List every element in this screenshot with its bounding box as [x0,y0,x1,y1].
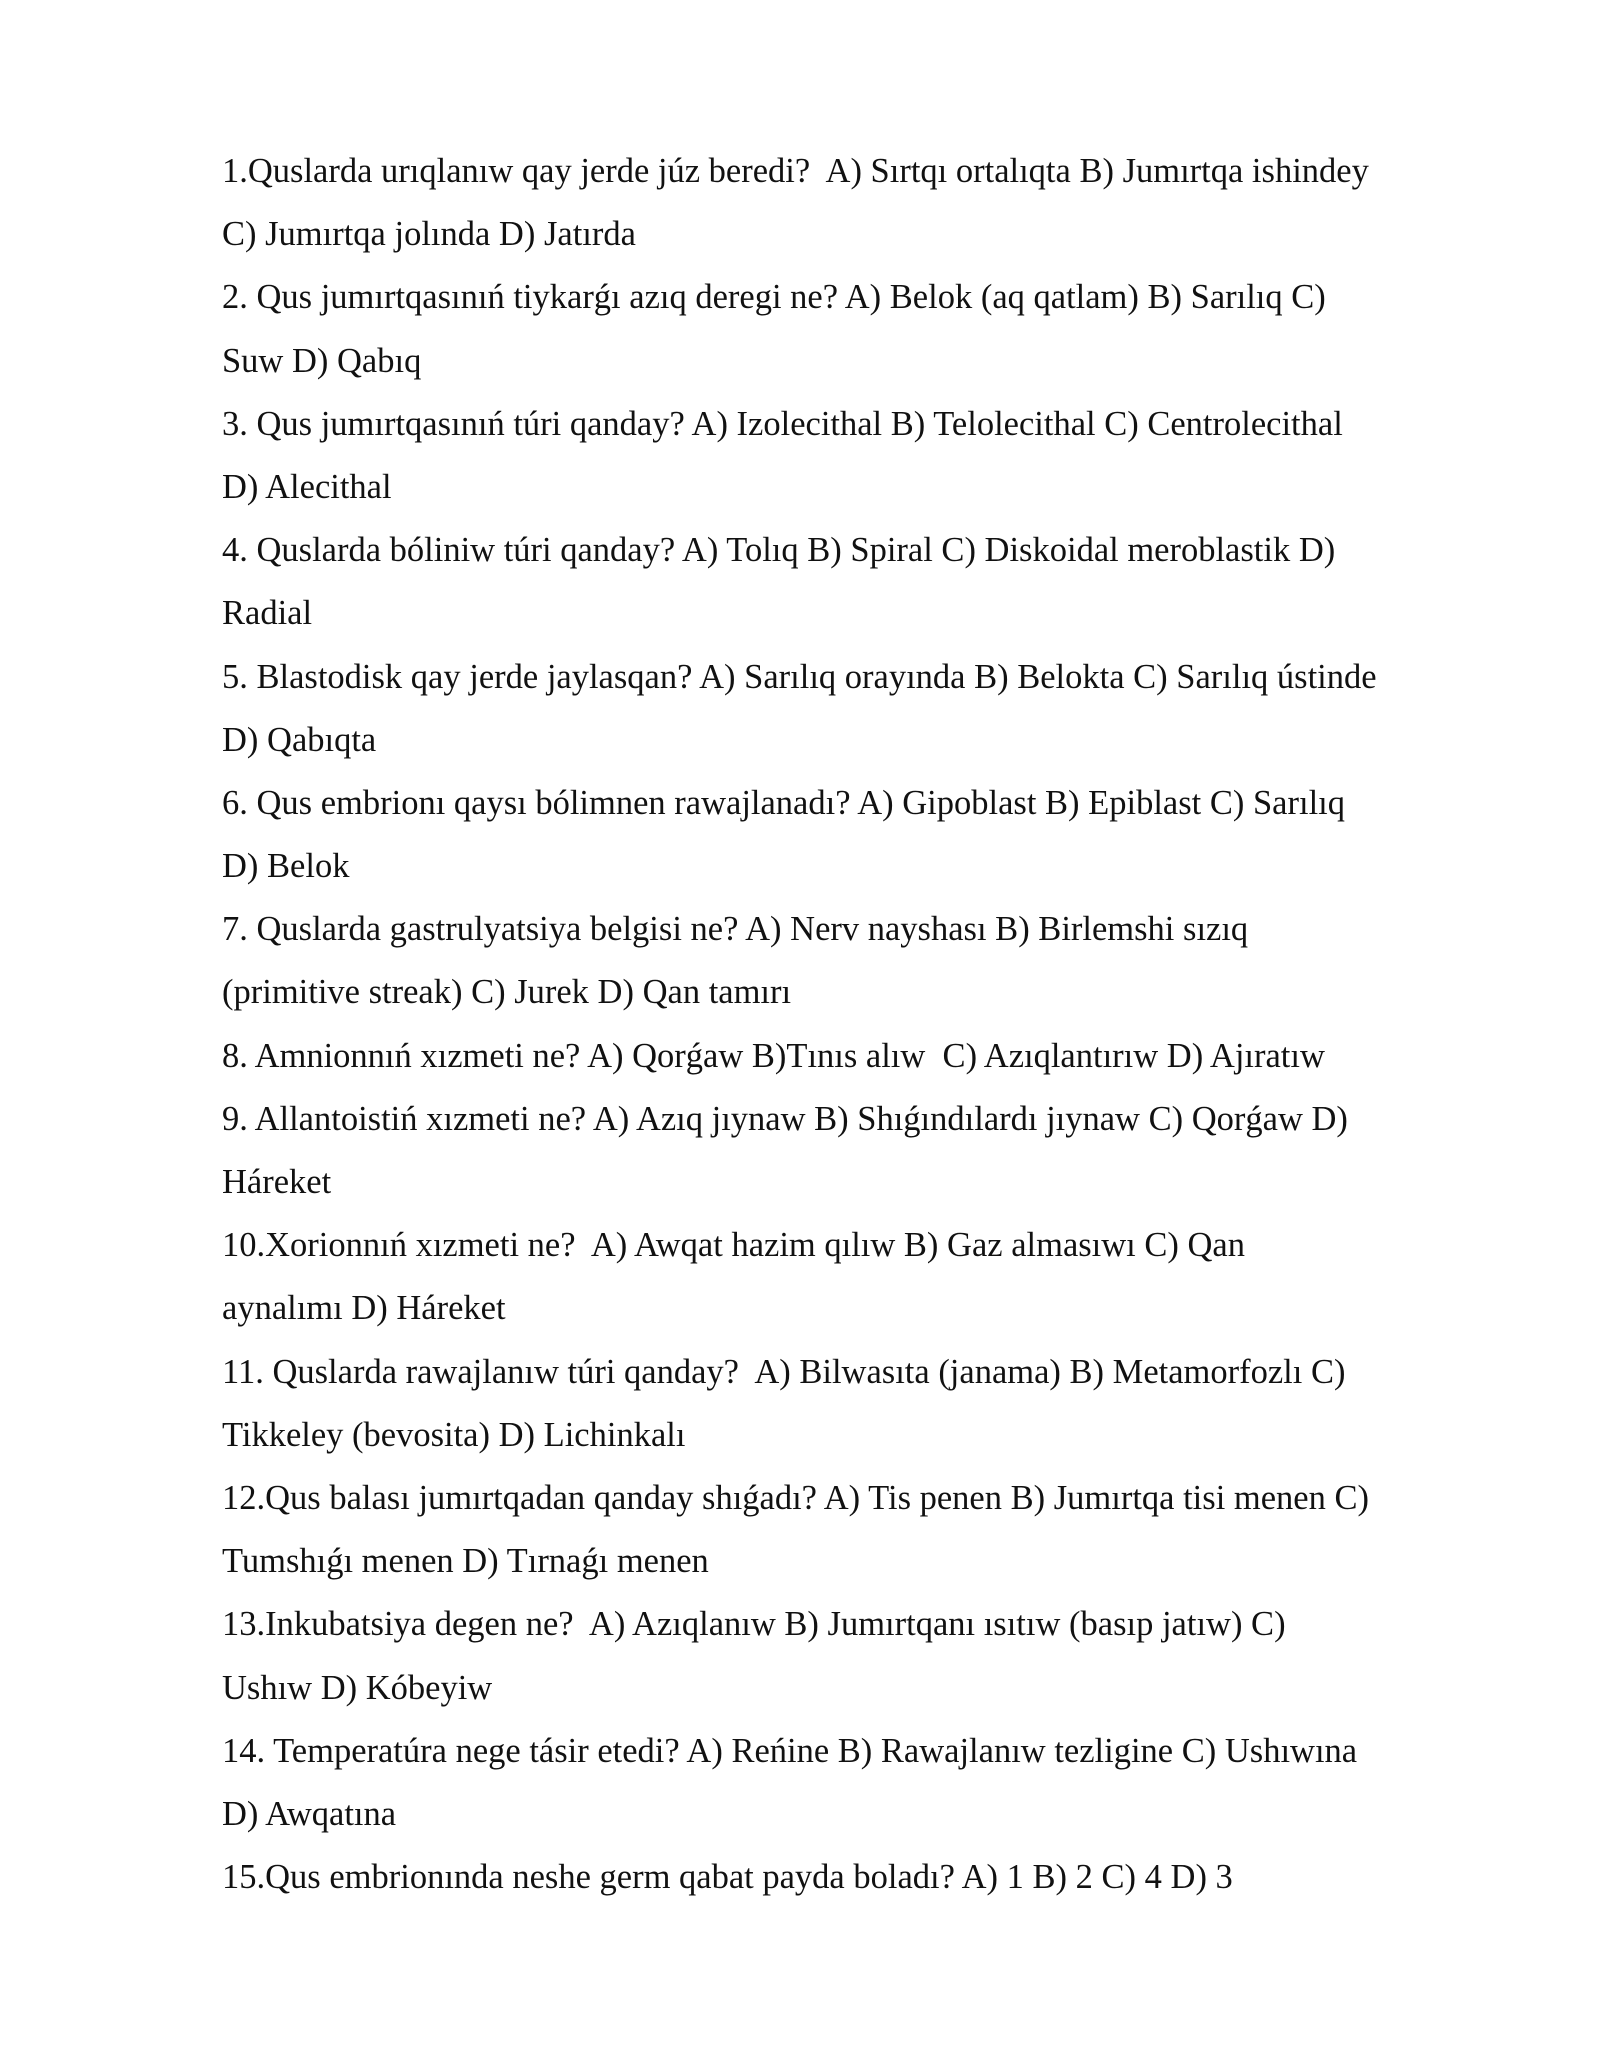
q11-line-2: Tikkeley (bevosita) D) Lichinkalı [222,1415,686,1454]
q2-line-1: 2. Qus jumırtqasınıń tiykarǵı azıq deregi ne? A) Belok (aq qatlam) B) Sarılıq C) [222,278,1326,317]
q14-line-1: 14. Temperatúra nege tásir etedi? A) Reńine B) Rawajlanıw tezligine C) Ushıwına [222,1731,1358,1770]
q7-line-2: (primitive streak) C) Jurek D) Qan tamırı [222,973,792,1012]
q6-line-1: 6. Qus embrionı qaysı bólimnen rawajlanadı? A) Gipoblast B) Epiblast C) Sarılıq [222,783,1345,822]
q4-line-1: 4. Quslarda bóliniw túri qanday? A) Tolıq B) Spiral C) Diskoidal meroblastik D) [222,531,1336,570]
q15-line-1: 15.Qus embrionında neshe germ qabat payda boladı? A) 1 B) 2 C) 4 D) 3 [222,1858,1233,1897]
q8-line-1: 8. Amnionnıń xızmeti ne? A) Qorǵaw B)Tınıs alıw C) Azıqlantırıw D) Ajıratıw [222,1036,1325,1075]
q3-line-1: 3. Qus jumırtqasınıń túri qanday? A) Izolecithal B) Telolecithal C) Centrolecithal [222,404,1343,443]
q6-line-2: D) Belok [222,847,350,886]
question-list [222,140,1462,1909]
q7-line-1: 7. Quslarda gastrulyatsiya belgisi ne? A) Nerv nayshası B) Birlemshi sızıq [222,910,1249,949]
q10-line-1: 10.Xorionnıń xızmeti ne? A) Awqat hazim qılıw B) Gaz almasıwı C) Qan [222,1226,1245,1265]
q10-line-2: aynalımı D) Háreket [222,1289,506,1328]
q9-line-1: 9. Allantoistiń xızmeti ne? A) Azıq jıynaw B) Shıǵındılardı jıynaw C) Qorǵaw D) [222,1099,1348,1138]
q5-line-1: 5. Blastodisk qay jerde jaylasqan? A) Sarılıq orayında B) Belokta C) Sarılıq ústinde [222,657,1377,696]
q1-line-1: 1.Quslarda urıqlanıw qay jerde júz beredi? A) Sırtqı ortalıqta B) Jumırtqa ishindey [222,152,1369,190]
q13-line-2: Ushıw D) Kóbeyiw [222,1668,493,1707]
q12-line-1: 12.Qus balası jumırtqadan qanday shıǵadı? A) Tis penen B) Jumırtqa tisi menen C) [222,1478,1369,1517]
q1-line-2: C) Jumırtqa jolında D) Jatırda [222,215,636,254]
q2-line-2: Suw D) Qabıq [222,341,422,380]
q9-line-2: Háreket [222,1163,332,1201]
q12-line-2: Tumshıǵı menen D) Tırnaǵı menen [222,1542,709,1581]
q3-line-2: D) Alecithal [222,467,392,506]
q5-line-2: D) Qabıqta [222,720,377,759]
q4-line-2: Radial [222,594,313,633]
q14-line-2: D) Awqatına [222,1794,397,1833]
q11-line-1: 11. Quslarda rawajlanıw túri qanday? A) Bilwasıta (janama) B) Metamorfozlı C) [222,1352,1346,1391]
q13-line-1: 13.Inkubatsiya degen ne? A) Azıqlanıw B) Jumırtqanı ısıtıw (basıp jatıw) C) [222,1605,1286,1644]
